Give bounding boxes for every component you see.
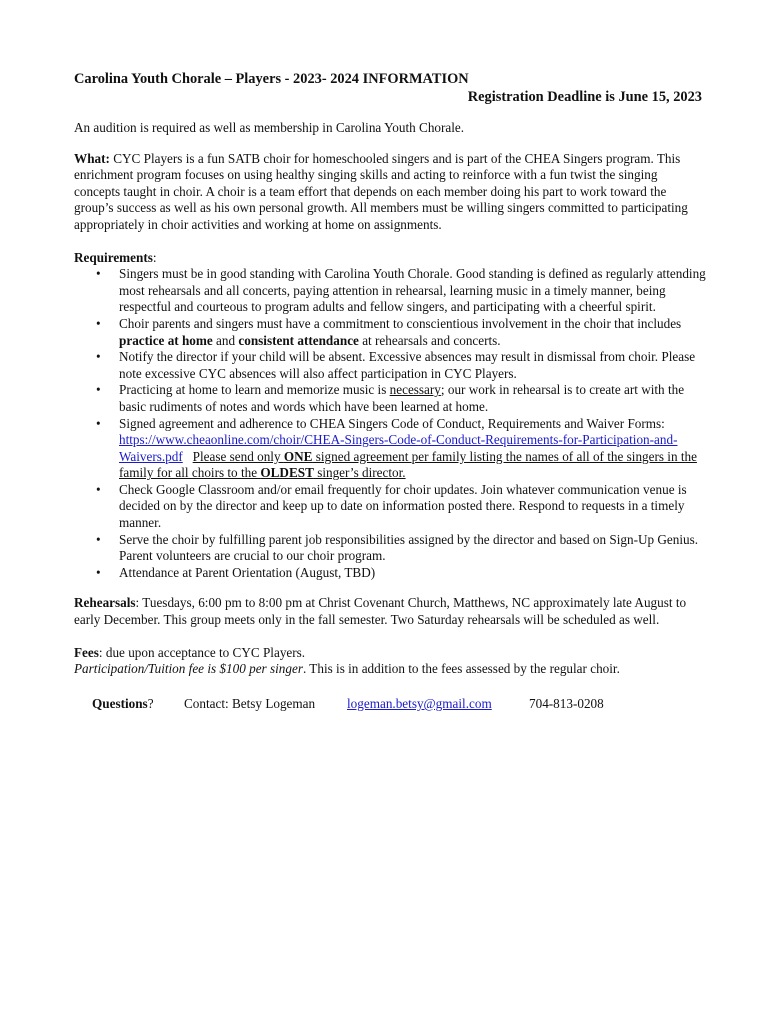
list-item: • Check Google Classroom and/or email frequently for choir updates. Join whatever communication venue is decided on by the director and keep up to date on information posted there. Respond to requests in a timely manner. [96,481,687,531]
list-item: • Choir parents and singers must have a commitment to conscientious involvement in the choir that includes practice at home and consistent attendance at rehearsals and concerts. [96,315,682,348]
list-item: • Notify the director if your child will be absent. Excessive absences may result in dismissal from choir. Please note excessive CYC absences will also affect participation in CYC Players. [96,349,696,381]
requirements-heading: Requirements: [74,249,157,265]
bullet-icon: • [96,349,101,365]
list-item: • Singers must be in good standing with Carolina Youth Chorale. Good standing is defined as regularly attending most rehearsals and all concerts, paying attention in rehearsal, learning music in a timely manner, being respectful and courteous to program adults and fellow singers, and participating with a cheerful spirit. [96,266,706,315]
registration-deadline: Registration Deadline is June 15, 2023 [467,89,702,105]
intro-paragraph: An audition is required as well as membership in Carolina Youth Chorale. [74,120,465,135]
requirements-list [74,266,706,581]
bullet-icon: • [96,415,101,431]
fees-paragraph: Fees: due upon acceptance to CYC Players. Participation/Tuition fee is $100 per singer. This is in addition to the fees assessed by the regular choir. [74,644,620,677]
tuition-fee: Participation/Tuition fee is $100 per singer [74,661,303,677]
rehearsals-paragraph: Rehearsals: Tuesdays, 6:00 pm to 8:00 pm at Christ Covenant Church, Matthews, NC approximately late August to early December. This group meets only in the fall semester. Two Saturday rehearsals will be scheduled as well. [74,595,687,628]
what-label: What: [74,150,110,166]
list-item: • Signed agreement and adherence to CHEA Singers Code of Conduct, Requirements and Waiver Forms: https://www.cheaonline.com/choir/CHEA-Singers-Code-of-Conduct-Requirements-for-Participation-and-Waivers.pdf Please send only ONE signed agreement per family listing the names of all of the singers in the family for all choirs to the OLDEST singer’s director. [96,415,697,481]
what-text: CYC Players is a fun SATB choir for homeschooled singers and is part of the CHEA Singers program. This enrichment program focuses on using healthy singing skills and acting to reinforce with a fun twist the singing concepts taught in choir. A choir is a team effort that depends on each member doing his part to work toward the group’s success as well as his own personal growth. All members must be willing singers committed to participating appropriately in choir activities and working at home on assignments. [74,150,688,232]
document-content [74,70,706,712]
contact-email-link[interactable]: logeman.betsy@gmail.com [347,695,492,711]
bullet-icon: • [96,481,101,497]
list-item: • Attendance at Parent Orientation (August, TBD) [96,564,376,580]
questions-label: Questions? [92,695,154,711]
send-one-agreement-note: Please send only ONE signed agreement per family listing the names of all of the singers in the family for all choirs to the OLDEST singer’s director. [119,448,697,481]
questions-contact-row [92,696,706,713]
code-of-conduct-link[interactable]: https://www.cheaonline.com/choir/CHEA-Singers-Code-of-Conduct-Requirements-for-Participation-and-Waivers.pdf [119,432,678,464]
list-item: • Practicing at home to learn and memorize music is necessary; our work in rehearsal is to create art with the basic rudiments of notes and words which have been learned at home. [96,382,685,414]
rehearsals-label: Rehearsals [74,595,136,611]
document-title: Carolina Youth Chorale – Players - 2023- 2024 INFORMATION [74,71,469,87]
contact-name: Contact: Betsy Logeman [184,695,316,711]
bullet-icon: • [96,382,101,398]
list-item: • Serve the choir by fulfilling parent job responsibilities assigned by the director and based on Sign-Up Genius. Parent volunteers are crucial to our choir program. [96,531,699,564]
bullet-icon: • [96,315,101,331]
bullet-icon: • [96,531,101,547]
bullet-icon: • [96,564,101,580]
contact-email-wrap [347,696,529,713]
requirements-label: Requirements [74,249,153,265]
contact-phone: 704-813-0208 [529,695,604,711]
bullet-icon: • [96,266,101,282]
what-paragraph [74,151,706,234]
fees-label: Fees [74,644,99,660]
